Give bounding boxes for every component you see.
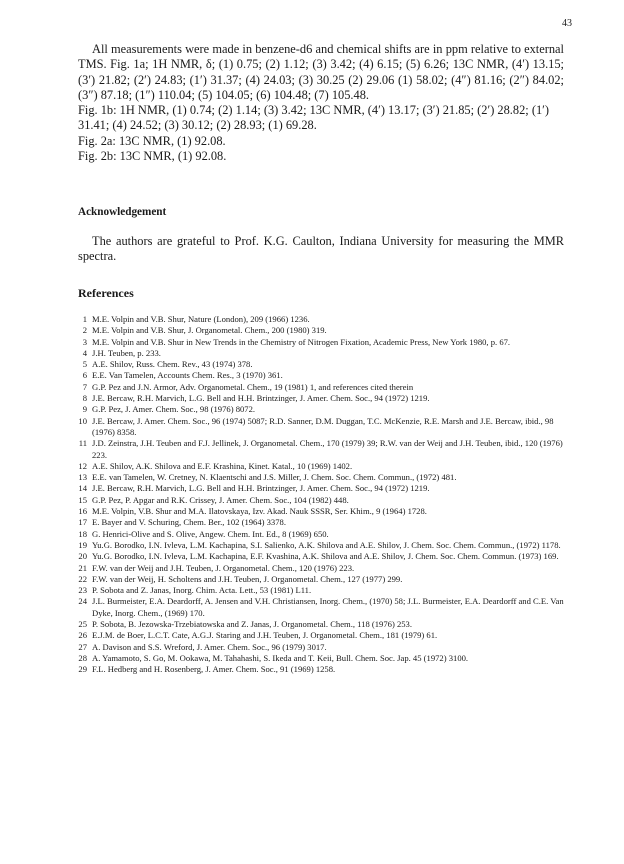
reference-number: 9: [82, 404, 87, 415]
reference-text: E. Bayer and V. Schuring, Chem. Ber., 102 (1964) 3378.: [92, 517, 286, 528]
reference-text: Yu.G. Borodko, I.N. Ivleva, L.M. Kachapina, E.F. Kvashina, A.K. Shilova and A.E. Shilov, J. Chem. Soc. Chem. Commun. (1973) 169.: [92, 551, 559, 562]
reference-number: 2: [82, 325, 87, 336]
reference-number: 3: [82, 336, 87, 347]
reference-item: [74, 642, 566, 653]
reference-text: F.W. van der Weij, H. Scholtens and J.H. Teuben, J. Organometal. Chem., 127 (1977) 299.: [92, 573, 403, 584]
page-number: 43: [562, 18, 572, 29]
reference-number: 22: [78, 573, 87, 584]
reference-item: [74, 664, 566, 675]
reference-item: [74, 337, 566, 348]
reference-item: [74, 314, 566, 325]
reference-item: [74, 653, 566, 664]
reference-item: [74, 619, 566, 630]
reference-item: [74, 630, 566, 641]
reference-number: 10: [78, 415, 87, 426]
reference-item: [74, 438, 566, 461]
reference-number: 24: [78, 596, 87, 607]
reference-text: J.E. Bercaw, J. Amer. Chem. Soc., 96 (1974) 5087; R.D. Sanner, D.M. Duggan, T.C. McKenzie, R.E. Marsh and J.E. Bercaw, ibid., 98 (1976) 8358.: [92, 415, 554, 437]
reference-item: [74, 382, 566, 393]
reference-item: [74, 540, 566, 551]
reference-text: E.E. Van Tamelen, Accounts Chem. Res., 3 (1970) 361.: [92, 370, 283, 381]
nmr-data-line: Fig. 1b: 1H NMR, (1) 0.74; (2) 1.14; (3) 3.42; 13C NMR, (4′) 13.17; (3′) 21.85; (2′) 28.82; (1′) 31.41; (4) 24.52; (3) 30.12; (2) 28.93; (1) 69.28.: [78, 103, 549, 133]
reference-item: [74, 404, 566, 415]
reference-text: G.P. Pez, J. Amer. Chem. Soc., 98 (1976) 8072.: [92, 404, 256, 415]
nmr-data-paragraph: [78, 42, 564, 164]
reference-number: 16: [78, 506, 87, 517]
reference-item: [74, 461, 566, 472]
reference-number: 12: [78, 460, 87, 471]
reference-number: 15: [78, 494, 87, 505]
reference-number: 7: [82, 381, 87, 392]
reference-number: 21: [78, 562, 87, 573]
reference-number: 29: [78, 664, 87, 675]
reference-number: 13: [78, 472, 87, 483]
reference-text: A.E. Shilov, A.K. Shilova and E.F. Krashina, Kinet. Katal., 10 (1969) 1402.: [92, 460, 353, 471]
reference-number: 23: [78, 585, 87, 596]
reference-text: G.P. Pez, P. Apgar and R.K. Crissey, J. Amer. Chem. Soc., 104 (1982) 448.: [92, 494, 349, 505]
reference-text: J.E. Bercaw, R.H. Marvich, L.G. Bell and H.H. Brintzinger, J. Amer. Chem. Soc., 94 (1972) 1219.: [92, 483, 430, 494]
reference-item: [74, 495, 566, 506]
reference-item: [74, 529, 566, 540]
reference-number: 17: [78, 517, 87, 528]
reference-text: F.W. van der Weij and J.H. Teuben, J. Organometal. Chem., 120 (1976) 223.: [92, 562, 355, 573]
reference-text: A. Davison and S.S. Wreford, J. Amer. Chem. Soc., 96 (1979) 3017.: [92, 641, 327, 652]
reference-item: [74, 506, 566, 517]
reference-item: [74, 574, 566, 585]
reference-item: [74, 472, 566, 483]
reference-number: 26: [78, 630, 87, 641]
reference-item: [74, 585, 566, 596]
reference-text: Yu.G. Borodko, I.N. Ivleva, L.M. Kachapina, S.I. Salienko, A.K. Shilova and A.E. Shilov, J. Chem. Soc. Chem. Commun., (1972) 1178.: [92, 539, 561, 550]
acknowledgement-heading: Acknowledgement: [78, 206, 167, 218]
references-list: [74, 314, 566, 676]
reference-text: J.L. Burmeister, E.A. Deardorff, A. Jensen and V.H. Christiansen, Inorg. Chem., (1970) 58; J.L. Burmeister, E.A. Deardorff and C.E. Van Dyke, Inorg. Chem., (1969) 170.: [92, 596, 564, 618]
reference-number: 8: [82, 393, 87, 404]
reference-text: J.E. Bercaw, R.H. Marvich, L.G. Bell and H.H. Brintzinger, J. Amer. Chem. Soc., 94 (1972) 1219.: [92, 393, 430, 404]
reference-item: [74, 596, 566, 619]
reference-item: [74, 551, 566, 562]
nmr-data-line: Fig. 2b: 13C NMR, (1) 92.08.: [78, 149, 227, 164]
reference-text: F.L. Hedberg and H. Rosenberg, J. Amer. Chem. Soc., 91 (1969) 1258.: [92, 664, 336, 675]
reference-item: [74, 416, 566, 439]
reference-number: 18: [78, 528, 87, 539]
reference-text: E.J.M. de Boer, L.C.T. Cate, A.G.J. Staring and J.H. Teuben, J. Organometal. Chem., 181 (1979) 61.: [92, 630, 438, 641]
acknowledgement-text: The authors are grateful to Prof. K.G. Caulton, Indiana University for measuring the MMR spectra.: [78, 234, 564, 264]
reference-number: 19: [78, 539, 87, 550]
reference-text: M.E. Volpin, V.B. Shur and M.A. Ilatovskaya, Izv. Akad. Nauk SSSR, Ser. Khim., 9 (1964) 1728.: [92, 506, 427, 517]
reference-text: G.P. Pez and J.N. Armor, Adv. Organometal. Chem., 19 (1981) 1, and references cited therein: [92, 381, 414, 392]
reference-text: J.D. Zeinstra, J.H. Teuben and F.J. Jellinek, J. Organometal. Chem., 170 (1979) 39; R.W. van der Weij and J.H. Teuben, ibid., 120 (1976) 223.: [92, 438, 563, 460]
reference-item: [74, 563, 566, 574]
reference-text: P. Sobota and Z. Janas, Inorg. Chim. Acta. Lett., 53 (1981) L11.: [92, 585, 312, 596]
reference-number: 20: [78, 551, 87, 562]
reference-item: [74, 348, 566, 359]
reference-number: 14: [78, 483, 87, 494]
reference-text: J.H. Teuben, p. 233.: [92, 347, 161, 358]
reference-number: 6: [82, 370, 87, 381]
reference-item: [74, 359, 566, 370]
reference-item: [74, 325, 566, 336]
nmr-data-line: All measurements were made in benzene-d6 and chemical shifts are in ppm relative to external TMS. Fig. 1a; 1H NMR, δ; (1) 0.75; (2) 1.12; (3) 3.42; (4) 6.15; (5) 6.26; 13C NMR, (4′) 13.15; (3′) 21.82; (2′) 24.83; (1′) 31.37; (4) 24.03; (3) 30.25 (2) 29.06 (1) 58.02; (4″) 81.16; (2″) 84.02; (3″) 87.18; (1″) 110.04; (5) 104.05; (6) 104.48; (7) 105.48.: [78, 42, 564, 102]
reference-text: M.E. Volpin and V.B. Shur in New Trends in the Chemistry of Nitrogen Fixation, Academic Press, New York 1980, p. 67.: [92, 336, 511, 347]
reference-item: [74, 483, 566, 494]
reference-number: 1: [82, 314, 87, 324]
nmr-data-line: Fig. 2a: 13C NMR, (1) 92.08.: [78, 133, 226, 148]
reference-number: 25: [78, 619, 87, 630]
reference-item: [74, 517, 566, 528]
references-heading: References: [78, 286, 134, 300]
reference-number: 28: [78, 652, 87, 663]
reference-text: M.E. Volpin and V.B. Shur, Nature (London), 209 (1966) 1236.: [92, 314, 310, 324]
reference-text: M.E. Volpin and V.B. Shur, J. Organometal. Chem., 200 (1980) 319.: [92, 325, 327, 336]
reference-item: [74, 393, 566, 404]
reference-text: A.E. Shilov, Russ. Chem. Rev., 43 (1974) 378.: [92, 359, 253, 370]
reference-text: E.E. van Tamelen, W. Cretney, N. Klaentschi and J.S. Miller, J. Chem. Soc. Chem. Commun., (1972) 481.: [92, 472, 457, 483]
reference-number: 5: [82, 359, 87, 370]
reference-text: G. Henrici-Olive and S. Olive, Angew. Chem. Int. Ed., 8 (1969) 650.: [92, 528, 329, 539]
reference-number: 11: [78, 438, 87, 449]
reference-number: 4: [82, 347, 87, 358]
reference-number: 27: [78, 641, 87, 652]
reference-text: P. Sobota, B. Jezowska-Trzebiatowska and Z. Janas, J. Organometal. Chem., 118 (1976) 253.: [92, 619, 412, 630]
reference-item: [74, 370, 566, 381]
reference-text: A. Yamamoto, S. Go, M. Ookawa, M. Tahahashi, S. Ikeda and T. Keii, Bull. Chem. Soc. Jap. 45 (1972) 3100.: [92, 652, 469, 663]
